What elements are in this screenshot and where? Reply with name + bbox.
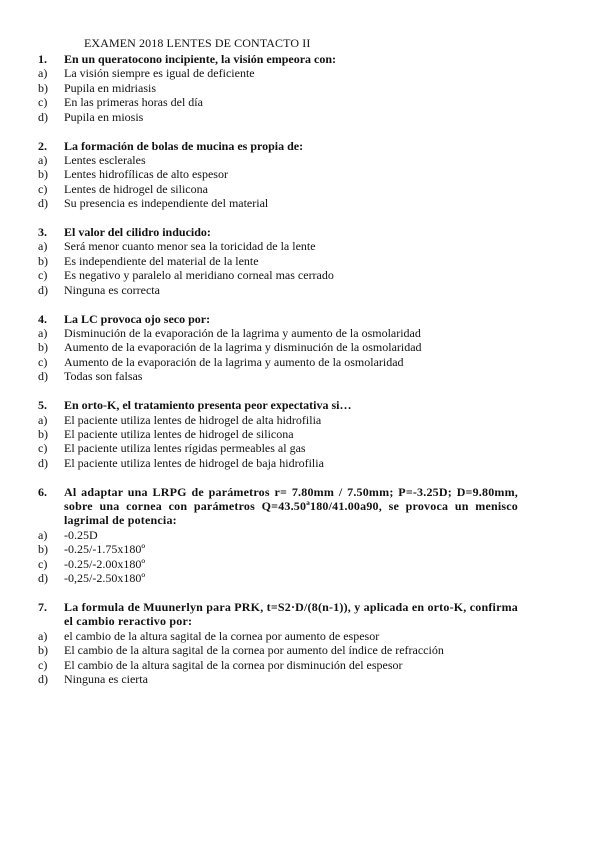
option-text: Lentes hidrofílicas de alto espesor — [64, 167, 228, 182]
option-d — [38, 672, 518, 686]
option-b — [38, 340, 518, 354]
option-letter: c) — [38, 95, 48, 110]
question-7 — [38, 600, 518, 686]
option-d — [38, 369, 518, 383]
option-text: En las primeras horas del día — [64, 95, 203, 110]
option-letter: a) — [38, 66, 48, 81]
question-text: El valor del cilidro inducido: — [64, 225, 211, 240]
option-letter: d) — [38, 196, 48, 211]
question-text: En un queratocono incipiente, la visión empeora con: — [64, 52, 337, 66]
option-a — [38, 528, 518, 542]
option-a — [38, 326, 518, 340]
option-letter: d) — [38, 109, 48, 124]
option-letter: d) — [38, 571, 48, 586]
option-b — [38, 81, 518, 95]
question-text: La formación de bolas de mucina es propia de: — [64, 138, 304, 153]
question-5 — [38, 398, 518, 470]
question-6 — [38, 485, 518, 586]
option-letter: d) — [38, 282, 48, 297]
option-text: Pupila en miosis — [64, 109, 144, 124]
option-text: -0.25/-2.00x180º — [64, 556, 146, 571]
option-letter: b) — [38, 340, 48, 355]
option-text: Todas son falsas — [64, 369, 143, 384]
option-text: Lentes esclerales — [64, 152, 146, 167]
option-letter: a) — [38, 239, 48, 254]
option-text: El paciente utiliza lentes de hidrogel de silicona — [64, 426, 294, 441]
option-text: Ninguna es correcta — [64, 282, 160, 297]
question-text: Al adaptar una LRPG de parámetros r= 7.80mm / 7.50mm; P=-3.25D; D=9.80mm, sobre una cornea con parámetros Q=43.50ª180/41.00a90, se provoca un menisco lagrimal de potencia: — [64, 484, 518, 528]
question-number: 5. — [38, 398, 47, 413]
option-text: -0,25/-2.50x180º — [64, 571, 146, 586]
option-a — [38, 629, 518, 643]
option-letter: c) — [38, 556, 48, 571]
option-text: El paciente utiliza lentes rígidas permeables al gas — [64, 441, 306, 456]
question-header — [38, 485, 518, 528]
option-text: El paciente utiliza lentes de hidrogel de alta hidrofilia — [64, 412, 322, 427]
option-text: Será menor cuanto menor sea la toricidad de la lente — [64, 239, 316, 254]
option-c — [38, 95, 518, 109]
option-letter: a) — [38, 152, 48, 167]
option-b — [38, 542, 518, 556]
option-d — [38, 571, 518, 585]
question-number: 4. — [38, 311, 47, 326]
question-header — [38, 398, 518, 412]
option-letter: c) — [38, 354, 48, 369]
option-letter: d) — [38, 369, 48, 384]
option-d — [38, 456, 518, 470]
option-b — [38, 643, 518, 657]
option-text: Ninguna es cierta — [64, 672, 148, 687]
option-letter: b) — [38, 80, 48, 95]
option-letter: d) — [38, 455, 48, 470]
option-text: el cambio de la altura sagital de la cornea por aumento de espesor — [64, 628, 380, 643]
option-text: El cambio de la altura sagital de la cornea por disminución del espesor — [64, 657, 403, 672]
option-c — [38, 182, 518, 196]
question-number: 3. — [38, 225, 47, 240]
question-4 — [38, 312, 518, 384]
question-text: En orto-K, el tratamiento presenta peor expectativa si… — [64, 398, 352, 413]
option-text: -0.25/-1.75x180º — [64, 542, 146, 557]
option-c — [38, 355, 518, 369]
option-letter: a) — [38, 527, 48, 542]
option-text: Es negativo y paralelo al meridiano corneal mas cerrado — [64, 268, 334, 283]
option-a — [38, 239, 518, 253]
question-number: 6. — [38, 484, 47, 499]
option-text: La visión siempre es igual de deficiente — [64, 66, 255, 81]
option-c — [38, 658, 518, 672]
option-b — [38, 167, 518, 181]
question-text: La LC provoca ojo seco por: — [64, 311, 211, 326]
option-letter: b) — [38, 542, 48, 557]
option-letter: c) — [38, 441, 48, 456]
option-letter: a) — [38, 628, 48, 643]
option-letter: b) — [38, 167, 48, 182]
question-header — [38, 600, 518, 629]
option-text: -0.25D — [64, 527, 98, 542]
option-d — [38, 283, 518, 297]
question-1 — [38, 52, 518, 124]
option-d — [38, 110, 518, 124]
option-letter: b) — [38, 253, 48, 268]
option-b — [38, 254, 518, 268]
option-text: Aumento de la evaporación de la lagrima y disminución de la osmolaridad — [64, 340, 422, 355]
question-number: 7. — [38, 600, 47, 614]
option-text: Aumento de la evaporación de la lagrima y aumento de la osmolaridad — [64, 354, 404, 369]
question-header — [38, 312, 518, 326]
option-text: El cambio de la altura sagital de la cornea por aumento del índice de refracción — [64, 643, 444, 658]
option-c — [38, 441, 518, 455]
question-text: La formula de Muunerlyn para PRK, t=S2·D/(8(n-1)), y aplicada en orto-K, confirma el cambio reractivo por: — [64, 600, 518, 629]
option-a — [38, 153, 518, 167]
question-header — [38, 139, 518, 153]
option-letter: c) — [38, 181, 48, 196]
option-text: Disminución de la evaporación de la lagrima y aumento de la osmolaridad — [64, 326, 421, 340]
question-list — [38, 52, 518, 701]
option-a — [38, 66, 518, 80]
option-text: Pupila en midriasis — [64, 80, 156, 95]
option-text: Lentes de hidrogel de silicona — [64, 181, 208, 196]
option-letter: c) — [38, 268, 48, 283]
option-letter: d) — [38, 672, 48, 687]
option-letter: a) — [38, 412, 48, 427]
option-b — [38, 427, 518, 441]
question-3 — [38, 225, 518, 297]
option-letter: b) — [38, 426, 48, 441]
question-header — [38, 52, 518, 66]
option-c — [38, 268, 518, 282]
option-d — [38, 196, 518, 210]
question-2 — [38, 139, 518, 211]
option-text: El paciente utiliza lentes de hidrogel de baja hidrofilia — [64, 455, 324, 470]
question-number: 1. — [38, 52, 47, 66]
option-text: Su presencia es independiente del material — [64, 196, 269, 211]
question-header — [38, 225, 518, 239]
option-a — [38, 413, 518, 427]
option-letter: b) — [38, 643, 48, 658]
option-text: Es independiente del material de la lente — [64, 253, 259, 268]
option-c — [38, 557, 518, 571]
option-letter: a) — [38, 326, 48, 340]
option-letter: c) — [38, 657, 48, 672]
document-title: EXAMEN 2018 LENTES DE CONTACTO II — [84, 36, 311, 50]
question-number: 2. — [38, 138, 47, 153]
